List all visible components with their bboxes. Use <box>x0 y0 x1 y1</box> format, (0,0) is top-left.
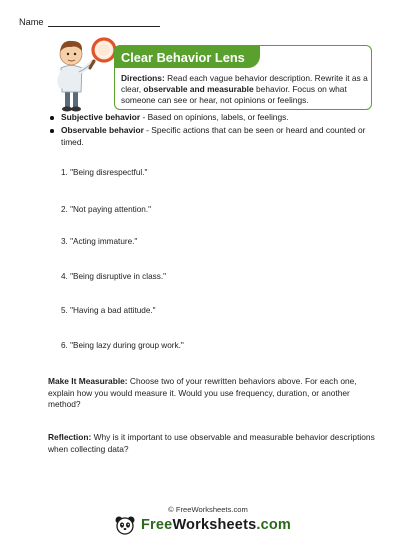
bullet-dot-icon <box>50 116 54 120</box>
directions-lead: Directions: <box>121 73 165 83</box>
question-5: 5. "Having a bad attitude." <box>61 306 156 315</box>
definition-desc: - Based on opinions, labels, or feelings. <box>140 112 289 122</box>
reflection-section <box>48 432 378 455</box>
logo-worksheets: Worksheets <box>172 517 257 533</box>
footer-copyright[interactable]: © FreeWorksheets.com <box>168 505 248 514</box>
question-1: 1. "Being disrespectful." <box>61 168 148 177</box>
definition-term: Observable behavior <box>61 125 144 136</box>
definition-desc: - Specific actions that can be seen or heard and counted or timed. <box>61 125 366 147</box>
definition-item <box>48 125 380 148</box>
name-field[interactable] <box>19 17 160 27</box>
logo-dotcom: .com <box>256 517 292 533</box>
panda-icon <box>114 515 136 535</box>
reflection-label: Reflection: <box>48 432 92 442</box>
directions-part-a: Read each vague behavior description. Rewrite it as a clear, <box>121 73 368 95</box>
definitions-list <box>48 112 380 150</box>
make-measurable-label: Make It Measurable: <box>48 376 128 386</box>
question-2: 2. "Not paying attention." <box>61 205 152 214</box>
name-input-line[interactable] <box>48 17 160 27</box>
logo-free: Free <box>141 517 173 533</box>
question-6: 6. "Being lazy during group work." <box>61 341 184 350</box>
logo-text <box>141 517 291 533</box>
definition-term: Subjective behavior <box>61 112 141 122</box>
name-label: Name <box>19 17 44 27</box>
site-logo[interactable] <box>114 515 291 535</box>
reflection-text: Why is it important to use observable and measurable behavior descriptions when collecting data? <box>48 432 375 454</box>
directions-emphasis: observable and measurable <box>143 84 254 95</box>
make-measurable-text: Choose two of your rewritten behaviors above. For each one, explain how you would measure it. Would you use frequency, duration, or another method? <box>48 376 357 410</box>
page-title: Clear Behavior Lens <box>121 50 245 65</box>
bullet-dot-icon <box>50 129 54 133</box>
question-4: 4. "Being disruptive in class." <box>61 272 167 281</box>
kid-with-magnifier-icon <box>49 32 121 114</box>
make-measurable-section <box>48 376 378 411</box>
directions-text <box>121 73 368 107</box>
directions-part-b: behavior. Focus on what someone can see or hear, not opinions or feelings. <box>121 84 347 106</box>
definition-item <box>48 112 380 124</box>
question-3: 3. "Acting immature." <box>61 237 138 246</box>
